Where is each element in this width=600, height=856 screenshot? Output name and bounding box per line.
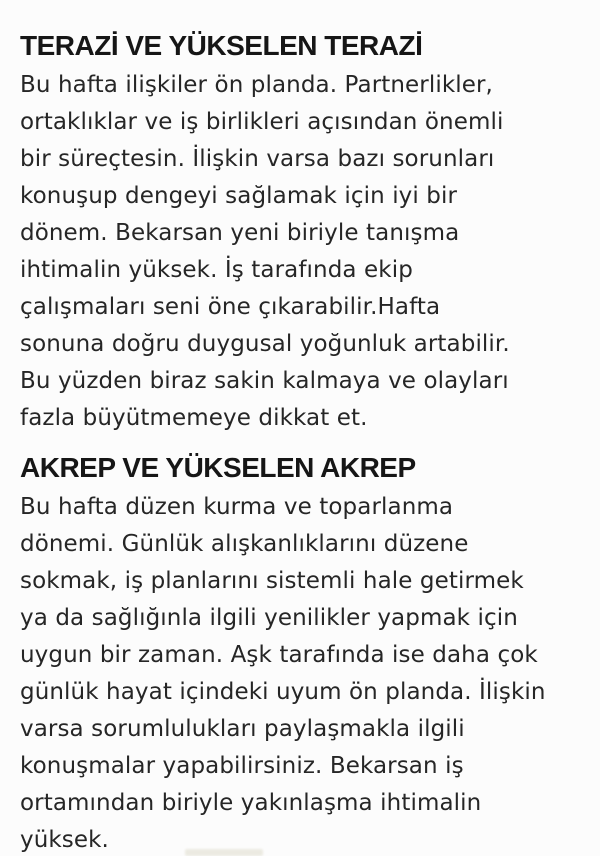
text-line: Bu hafta ilişkiler ön planda. Partnerlikler, bbox=[20, 72, 493, 98]
section-paragraph-akrep bbox=[20, 489, 586, 856]
text-line: dönemi. Günlük alışkanlıklarını düzene bbox=[20, 531, 469, 557]
section-paragraph-terazi bbox=[20, 67, 586, 437]
text-line: ya da sağlığınla ilgili yenilikler yapmak için bbox=[20, 605, 518, 631]
text-line: sonuna doğru duygusal yoğunluk artabilir. bbox=[20, 331, 510, 357]
watermark-remnant bbox=[185, 849, 263, 856]
section-terazi bbox=[20, 31, 586, 437]
text-line: Bu yüzden biraz sakin kalmaya ve olayları bbox=[20, 368, 509, 394]
text-line: ortamından biriyle yakınlaşma ihtimalin bbox=[20, 790, 482, 816]
text-line: sokmak, iş planlarını sistemli hale getirmek bbox=[20, 568, 524, 594]
text-line: konuşup dengeyi sağlamak için iyi bir bbox=[20, 183, 458, 209]
text-line: ihtimalin yüksek. İş tarafında ekip bbox=[20, 257, 413, 283]
text-line: konuşmalar yapabilirsiniz. Bekarsan iş bbox=[20, 753, 464, 779]
section-heading-akrep: AKREP VE YÜKSELEN AKREP bbox=[20, 452, 416, 483]
section-heading-terazi: TERAZİ VE YÜKSELEN TERAZİ bbox=[20, 30, 423, 61]
text-line: dönem. Bekarsan yeni biriyle tanışma bbox=[20, 220, 460, 246]
text-line: varsa sorumlulukları paylaşmakla ilgili bbox=[20, 716, 465, 742]
text-line: uygun bir zaman. Aşk tarafında ise daha çok bbox=[20, 642, 538, 668]
section-akrep bbox=[20, 453, 586, 856]
text-line: Bu hafta düzen kurma ve toparlanma bbox=[20, 494, 454, 520]
text-line: ortaklıklar ve iş birlikleri açısından önemli bbox=[20, 109, 504, 135]
text-line: yüksek. bbox=[20, 827, 109, 853]
text-line: günlük hayat içindeki uyum ön planda. İlişkin bbox=[20, 679, 546, 705]
text-line: çalışmaları seni öne çıkarabilir.Hafta bbox=[20, 294, 441, 320]
text-line: bir süreçtesin. İlişkin varsa bazı sorunları bbox=[20, 146, 495, 172]
text-line: fazla büyütmemeye dikkat et. bbox=[20, 405, 368, 431]
